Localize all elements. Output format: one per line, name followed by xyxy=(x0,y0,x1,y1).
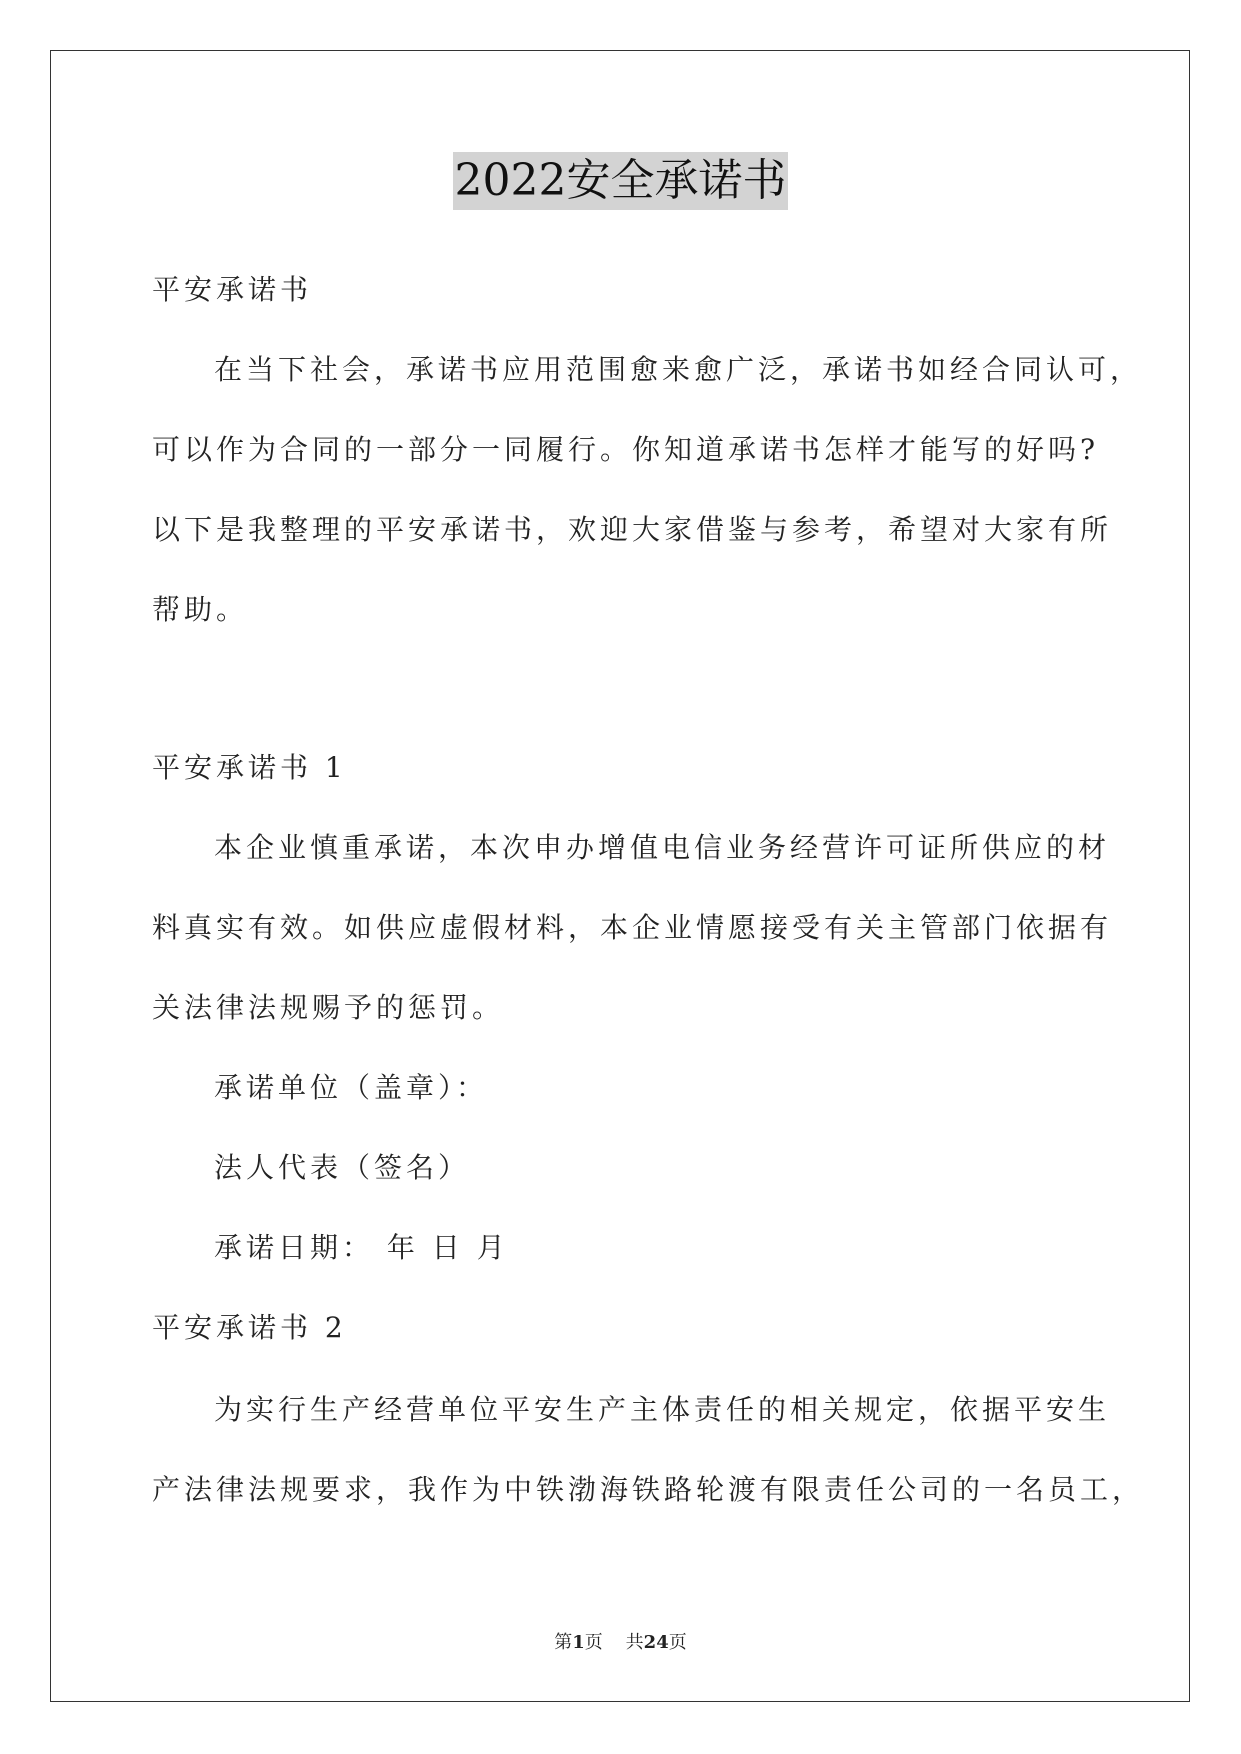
date-line: 承诺日期： 年 日 月 xyxy=(214,1231,509,1264)
intro-line-3: 以下是我整理的平安承诺书，欢迎大家借鉴与参考，希望对大家有所 xyxy=(152,513,1113,546)
footer-suffix: 页 xyxy=(668,1632,687,1653)
current-page-number: 1 xyxy=(572,1632,585,1653)
title-wrapper xyxy=(0,152,1241,210)
sign-unit-line: 承诺单位（盖章）： xyxy=(214,1071,489,1104)
legal-rep-line: 法人代表（签名） xyxy=(214,1151,471,1184)
section1-line-3: 关法律法规赐予的惩罚。 xyxy=(152,991,505,1024)
heading-main: 平安承诺书 xyxy=(152,273,313,306)
section1-heading: 平安承诺书 1 xyxy=(152,751,347,784)
footer-mid: 页 共 xyxy=(584,1632,644,1653)
intro-line-1: 在当下社会，承诺书应用范围愈来愈广泛，承诺书如经合同认可， xyxy=(214,353,1143,386)
section2-line-1: 为实行生产经营单位平安生产主体责任的相关规定，依据平安生 xyxy=(214,1393,1111,1426)
intro-line-2: 可以作为合同的一部分一同履行。你知道承诺书怎样才能写的好吗? xyxy=(152,433,1100,466)
footer-prefix: 第 xyxy=(554,1632,573,1653)
page-footer xyxy=(0,1628,1241,1654)
section1-line-2: 料真实有效。如供应虚假材料，本企业情愿接受有关主管部门依据有 xyxy=(152,911,1113,944)
total-page-number: 24 xyxy=(643,1632,669,1653)
section2-line-2: 产法律法规要求，我作为中铁渤海铁路轮渡有限责任公司的一名员工， xyxy=(152,1473,1145,1506)
section1-line-1: 本企业慎重承诺，本次申办增值电信业务经营许可证所供应的材 xyxy=(214,831,1111,864)
section2-heading: 平安承诺书 2 xyxy=(152,1311,347,1344)
document-title: 2022安全承诺书 xyxy=(453,152,789,210)
intro-line-4: 帮助。 xyxy=(152,593,249,626)
